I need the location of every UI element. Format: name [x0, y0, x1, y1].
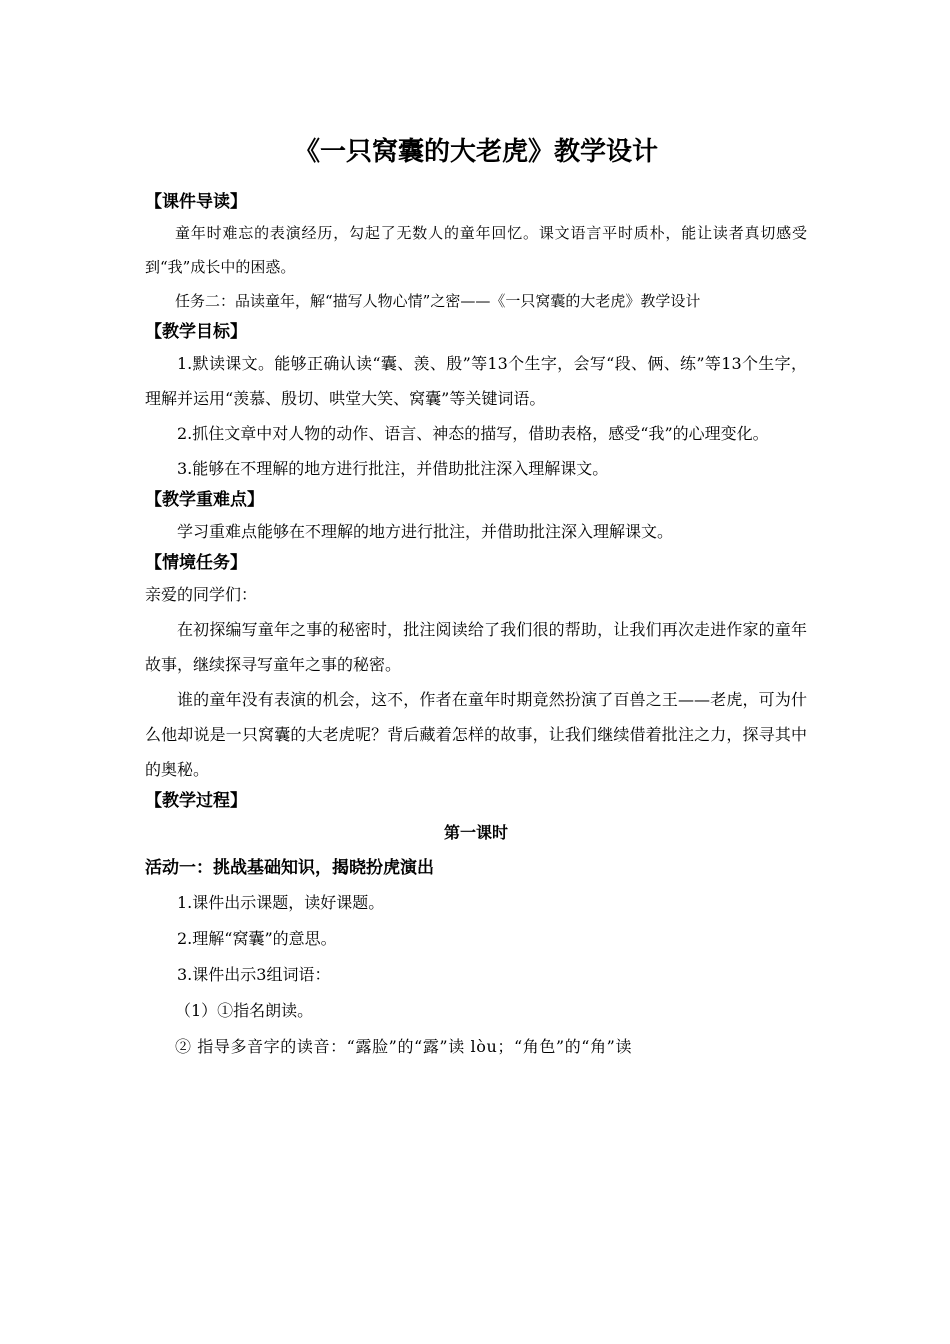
scenario-paragraph-1: 在初探编写童年之事的秘密时，批注阅读给了我们很的帮助，让我们再次走进作家的童年故事，继续探寻写童年之事的秘密。	[145, 620, 807, 674]
goal-item-3: 3.能够在不理解的地方进行批注，并借助批注深入理解课文。	[177, 459, 609, 478]
process-sub-step: （1）①指名朗读。	[175, 1001, 314, 1020]
process-step-3: 3.课件出示3组词语：	[177, 965, 331, 984]
section-heading-intro: 【课件导读】	[145, 192, 247, 212]
scenario-greeting: 亲爱的同学们：	[145, 585, 258, 604]
process-step-1: 1.课件出示课题，读好课题。	[177, 893, 385, 912]
section-heading-scenario: 【情境任务】	[145, 553, 247, 573]
lesson-title: 第一课时	[443, 823, 508, 842]
section-heading-process: 【教学过程】	[145, 791, 247, 811]
goal-item-1: 1.默读课文。能够正确认读“囊、羡、殷”等13个生字，会写“段、俩、练”等13个生字，理解并运用“羡慕、殷切、哄堂大笑、窝囊”等关键词语。	[145, 354, 807, 408]
key-points-text: 学习重难点能够在不理解的地方进行批注，并借助批注深入理解课文。	[177, 522, 674, 541]
section-heading-goals: 【教学目标】	[145, 322, 247, 342]
goal-item-2: 2.抓住文章中对人物的动作、语言、神态的描写，借助表格，感受“我”的心理变化。	[177, 424, 769, 443]
section-heading-key-points: 【教学重难点】	[145, 490, 264, 510]
process-pronunciation-line: ② 指导多音字的读音：“露脸”的“露”读 lòu；“角色”的“角”读	[175, 1037, 633, 1056]
scenario-paragraph-2: 谁的童年没有表演的机会，这不，作者在童年时期竟然扮演了百兽之王——老虎，可为什么他却说是一只窝囊的大老虎呢？背后藏着怎样的故事，让我们继续借着批注之力，探寻其中的奥秘。	[145, 690, 807, 779]
intro-paragraph-2: 任务二：品读童年，解“描写人物心情”之密——《一只窝囊的大老虎》教学设计	[175, 292, 701, 310]
intro-paragraph-1: 童年时难忘的表演经历，勾起了无数人的童年回忆。课文语言平时质朴，能让读者真切感受到“我”成长中的困惑。	[145, 224, 807, 276]
activity-heading-1: 活动一：挑战基础知识，揭晓扮虎演出	[145, 858, 434, 878]
process-step-2: 2.理解“窝囊”的意思。	[177, 929, 337, 948]
document-body	[145, 132, 807, 1065]
document-title: 《一只窝囊的大老虎》教学设计	[293, 137, 658, 167]
